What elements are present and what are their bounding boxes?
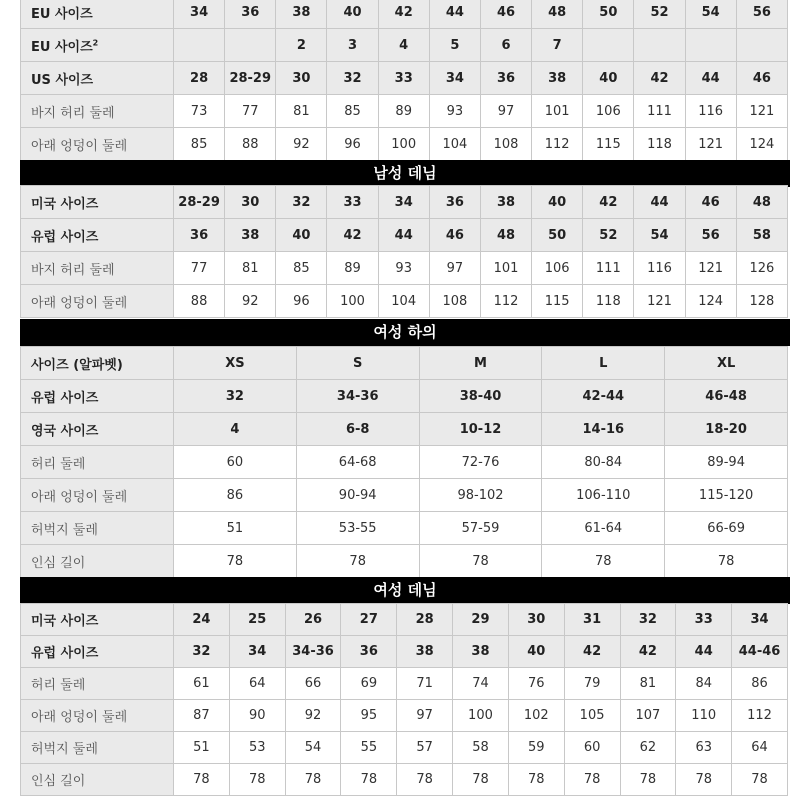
size-cell: 88 [225,128,276,161]
size-row [21,186,788,219]
size-cell: 100 [327,285,378,318]
size-cell: 36 [429,186,480,219]
size-cell [174,29,225,62]
size-cell: 30 [276,62,327,95]
size-cell: 38 [480,186,531,219]
size-row [21,512,788,545]
size-cell: 89 [327,252,378,285]
size-cell: 78 [397,764,453,796]
size-cell: 104 [378,285,429,318]
size-cell: 33 [676,604,732,636]
size-cell: 38 [225,219,276,252]
size-cell: 116 [634,252,685,285]
size-cell: 44 [378,219,429,252]
size-cell: 84 [676,668,732,700]
size-row [21,128,788,161]
size-cell: M [419,347,542,380]
size-cell: 56 [685,219,736,252]
size-cell: 34 [378,186,429,219]
size-cell: 34-36 [285,636,341,668]
size-cell: 44 [685,62,736,95]
size-cell: 121 [685,252,736,285]
row-label: EU 사이즈$^2$ [21,29,174,62]
size-cell [736,29,787,62]
row-label: 인심 길이 [21,545,174,578]
row-label: 사이즈 (알파벳) [21,347,174,380]
size-cell: 54 [285,732,341,764]
size-cell [685,29,736,62]
size-cell: 90-94 [296,479,419,512]
size-cell: 106-110 [542,479,665,512]
row-label: 미국 사이즈 [21,186,174,219]
size-cell: 78 [564,764,620,796]
size-cell: 85 [174,128,225,161]
size-cell: 31 [564,604,620,636]
size-row [21,29,788,62]
size-cell: 53 [229,732,285,764]
size-cell: 28 [174,62,225,95]
size-cell [634,29,685,62]
size-cell: 64 [229,668,285,700]
size-cell: 40 [276,219,327,252]
men-trousers-size-table [20,0,788,161]
row-label: 허리 둘레 [21,446,174,479]
size-cell [583,29,634,62]
size-cell: 53-55 [296,512,419,545]
size-cell: 78 [542,545,665,578]
size-cell: 34 [229,636,285,668]
size-cell: 34 [174,0,225,29]
size-cell: 112 [732,700,788,732]
women-bottoms-heading: 여성 하의 [20,319,790,346]
size-cell: 40 [327,0,378,29]
size-cell: 97 [480,95,531,128]
size-cell: 46 [429,219,480,252]
size-cell: 112 [480,285,531,318]
size-cell: 110 [676,700,732,732]
size-cell: 34 [732,604,788,636]
size-cell: 28 [397,604,453,636]
size-cell: 48 [736,186,787,219]
size-cell: 46 [685,186,736,219]
men-denim-size-table [20,185,788,318]
size-cell: 36 [341,636,397,668]
size-cell: 57 [397,732,453,764]
size-cell: 115 [532,285,583,318]
women-denim-size-table [20,603,788,796]
size-cell: 116 [685,95,736,128]
size-cell: 78 [296,545,419,578]
size-cell: 54 [634,219,685,252]
size-cell: 104 [429,128,480,161]
size-cell: 38 [453,636,509,668]
size-cell: 28-29 [174,186,225,219]
size-cell: 30 [508,604,564,636]
row-label: 유럽 사이즈 [21,219,174,252]
size-cell: L [542,347,665,380]
row-label: 허벅지 둘레 [21,732,174,764]
size-cell: 85 [276,252,327,285]
women-bottoms-size-table [20,346,788,578]
size-cell: 78 [453,764,509,796]
size-cell: 93 [378,252,429,285]
size-row [21,479,788,512]
size-cell: 4 [378,29,429,62]
size-cell: 78 [508,764,564,796]
size-cell: 128 [736,285,787,318]
row-label: 아래 엉덩이 둘레 [21,700,174,732]
size-cell: 71 [397,668,453,700]
size-cell: 100 [378,128,429,161]
size-cell: 33 [327,186,378,219]
size-cell: 92 [225,285,276,318]
size-cell: 32 [276,186,327,219]
size-cell: 40 [508,636,564,668]
size-cell: 7 [532,29,583,62]
size-cell: 46-48 [665,380,788,413]
row-label: EU 사이즈 [21,0,174,29]
size-cell: 76 [508,668,564,700]
size-cell: 74 [453,668,509,700]
size-cell: S [296,347,419,380]
size-cell: 50 [532,219,583,252]
size-cell: 51 [174,512,297,545]
size-row [21,252,788,285]
size-cell: 26 [285,604,341,636]
size-cell: 44 [676,636,732,668]
size-cell: 78 [732,764,788,796]
row-label: US 사이즈 [21,62,174,95]
size-cell: 40 [532,186,583,219]
size-cell: 6-8 [296,413,419,446]
size-cell: 64 [732,732,788,764]
women-denim-heading: 여성 데님 [20,577,790,604]
size-cell: 108 [429,285,480,318]
size-cell [225,29,276,62]
row-label: 유럽 사이즈 [21,636,174,668]
size-cell: 28-29 [225,62,276,95]
size-cell: 62 [620,732,676,764]
size-cell: 100 [453,700,509,732]
size-cell: 30 [225,186,276,219]
row-label: 허리 둘레 [21,668,174,700]
size-row [21,0,788,29]
size-cell: 93 [429,95,480,128]
size-cell: 69 [341,668,397,700]
size-cell: 118 [634,128,685,161]
row-label: 바지 허리 둘레 [21,252,174,285]
size-cell: 101 [532,95,583,128]
size-cell: 42 [378,0,429,29]
size-cell: 124 [685,285,736,318]
size-cell: 112 [532,128,583,161]
size-cell: 78 [341,764,397,796]
size-row [21,347,788,380]
size-row [21,285,788,318]
size-cell: 121 [685,128,736,161]
size-cell: 95 [341,700,397,732]
size-cell: 115 [583,128,634,161]
size-cell: 126 [736,252,787,285]
row-label: 아래 엉덩이 둘레 [21,285,174,318]
size-cell: 29 [453,604,509,636]
size-cell: 52 [634,0,685,29]
size-row [21,732,788,764]
size-cell: 66-69 [665,512,788,545]
size-cell: 105 [564,700,620,732]
size-cell: 111 [583,252,634,285]
size-cell: 124 [736,128,787,161]
size-cell: 61-64 [542,512,665,545]
size-cell: 87 [174,700,230,732]
size-cell: 36 [480,62,531,95]
size-cell: 98-102 [419,479,542,512]
size-cell: 60 [174,446,297,479]
size-cell: 48 [480,219,531,252]
size-cell: 80-84 [542,446,665,479]
size-cell: 61 [174,668,230,700]
size-cell: 111 [634,95,685,128]
size-cell: 38 [397,636,453,668]
row-label: 인심 길이 [21,764,174,796]
size-cell: 77 [174,252,225,285]
size-cell: 52 [583,219,634,252]
size-cell: 36 [174,219,225,252]
size-cell: 73 [174,95,225,128]
size-cell: 102 [508,700,564,732]
men-denim-heading: 남성 데님 [20,160,790,187]
size-cell: 78 [676,764,732,796]
size-cell: 81 [620,668,676,700]
size-row [21,764,788,796]
size-cell: 32 [174,636,230,668]
size-cell: 96 [327,128,378,161]
size-cell: 115-120 [665,479,788,512]
row-label: 유럽 사이즈 [21,380,174,413]
size-cell: 5 [429,29,480,62]
size-cell: 92 [276,128,327,161]
size-cell: 32 [620,604,676,636]
size-cell: 44-46 [732,636,788,668]
size-cell: 3 [327,29,378,62]
size-cell: 89-94 [665,446,788,479]
row-label: 바지 허리 둘레 [21,95,174,128]
size-cell: 78 [620,764,676,796]
size-cell: 96 [276,285,327,318]
size-cell: 121 [736,95,787,128]
size-cell: 118 [583,285,634,318]
row-label: 영국 사이즈 [21,413,174,446]
size-cell: 32 [327,62,378,95]
size-cell: 46 [480,0,531,29]
size-cell: 66 [285,668,341,700]
size-cell: 24 [174,604,230,636]
size-row [21,604,788,636]
size-cell: 78 [174,545,297,578]
size-cell: 86 [174,479,297,512]
size-row [21,62,788,95]
size-cell: 55 [341,732,397,764]
size-cell: 42 [620,636,676,668]
size-row [21,219,788,252]
size-cell: 2 [276,29,327,62]
size-row [21,380,788,413]
size-cell: 77 [225,95,276,128]
size-cell: 42 [583,186,634,219]
size-cell: 64-68 [296,446,419,479]
size-cell: 44 [429,0,480,29]
size-cell: 78 [229,764,285,796]
size-cell: 78 [665,545,788,578]
size-cell: 46 [736,62,787,95]
size-row [21,446,788,479]
size-cell: 48 [532,0,583,29]
size-cell: 6 [480,29,531,62]
size-cell: 59 [508,732,564,764]
size-cell: 88 [174,285,225,318]
size-cell: 106 [583,95,634,128]
size-cell: 58 [736,219,787,252]
size-cell: 79 [564,668,620,700]
size-cell: 58 [453,732,509,764]
size-row [21,668,788,700]
size-cell: 85 [327,95,378,128]
size-cell: 34-36 [296,380,419,413]
size-cell: 63 [676,732,732,764]
size-cell: XS [174,347,297,380]
size-cell: 38 [532,62,583,95]
size-cell: 42 [634,62,685,95]
row-label: 아래 엉덩이 둘레 [21,128,174,161]
size-cell: 32 [174,380,297,413]
size-cell: 121 [634,285,685,318]
size-cell: 56 [736,0,787,29]
size-cell: 81 [276,95,327,128]
row-label: 허벅지 둘레 [21,512,174,545]
size-cell: 27 [341,604,397,636]
size-cell: 10-12 [419,413,542,446]
size-cell: 34 [429,62,480,95]
size-cell: 57-59 [419,512,542,545]
size-cell: 107 [620,700,676,732]
size-row [21,95,788,128]
size-cell: 18-20 [665,413,788,446]
size-cell: 51 [174,732,230,764]
size-cell: 33 [378,62,429,95]
size-cell: 36 [225,0,276,29]
size-cell: 54 [685,0,736,29]
size-row [21,413,788,446]
size-cell: 97 [429,252,480,285]
size-cell: 42 [327,219,378,252]
size-row [21,636,788,668]
size-cell: 50 [583,0,634,29]
size-cell: 14-16 [542,413,665,446]
size-row [21,700,788,732]
size-cell: 38-40 [419,380,542,413]
size-cell: 106 [532,252,583,285]
size-cell: XL [665,347,788,380]
size-cell: 60 [564,732,620,764]
size-cell: 108 [480,128,531,161]
size-cell: 92 [285,700,341,732]
size-cell: 81 [225,252,276,285]
size-cell: 97 [397,700,453,732]
size-cell: 78 [419,545,542,578]
size-cell: 40 [583,62,634,95]
size-cell: 38 [276,0,327,29]
row-label: 아래 엉덩이 둘레 [21,479,174,512]
size-cell: 42 [564,636,620,668]
size-cell: 44 [634,186,685,219]
size-cell: 42-44 [542,380,665,413]
size-cell: 101 [480,252,531,285]
size-cell: 72-76 [419,446,542,479]
size-cell: 25 [229,604,285,636]
size-cell: 78 [285,764,341,796]
size-cell: 90 [229,700,285,732]
size-cell: 86 [732,668,788,700]
size-cell: 4 [174,413,297,446]
size-cell: 89 [378,95,429,128]
row-label: 미국 사이즈 [21,604,174,636]
size-cell: 78 [174,764,230,796]
size-row [21,545,788,578]
